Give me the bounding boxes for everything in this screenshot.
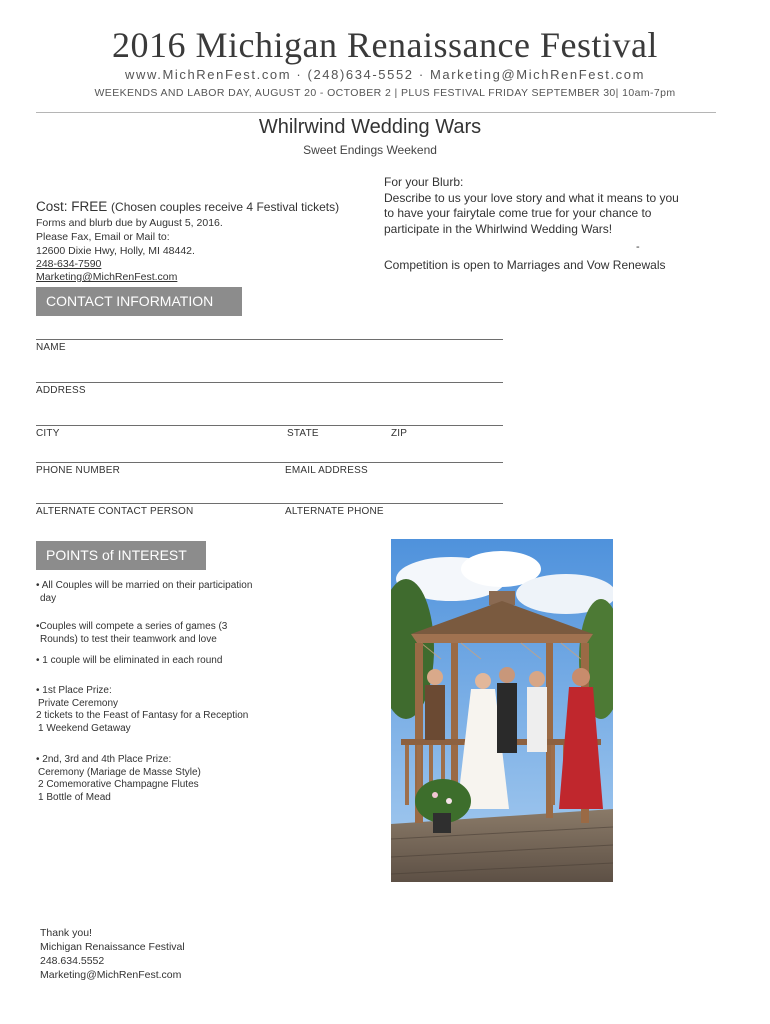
blurb-dash: -: [636, 241, 640, 253]
blurb-line: participate in the Whirlwind Wedding Wars!: [384, 221, 613, 236]
thanks-phone: 248.634.5552: [40, 955, 105, 967]
wedding-gazebo-photo: [391, 539, 613, 882]
contact-section-heading: CONTACT INFORMATION: [36, 287, 242, 316]
city-state-zip-field-line[interactable]: [36, 425, 503, 426]
thanks-line: Thank you!: [40, 927, 92, 939]
poi-item-first-prize: [36, 685, 276, 735]
blurb-heading: For your Blurb:: [384, 175, 464, 189]
poi-text: • 1 couple will be eliminated in each round: [36, 655, 223, 666]
name-field-line[interactable]: [36, 339, 503, 340]
poi-text: Rounds) to test their teamwork and love: [40, 633, 217, 645]
thanks-email: Marketing@MichRenFest.com: [40, 969, 182, 981]
poi-text: 2 Comemorative Champagne Flutes: [38, 779, 199, 790]
alternate-contact-label: ALTERNATE CONTACT PERSON: [36, 506, 194, 517]
cost-line: [36, 199, 339, 214]
blurb-instructions: [384, 175, 684, 237]
cost-label: Cost: FREE: [36, 199, 108, 214]
poi-item-games: [36, 621, 276, 646]
contact-line: www.MichRenFest.com · (248)634-5552 · Marketing@MichRenFest.com: [124, 67, 646, 82]
send-instructions: Please Fax, Email or Mail to:: [36, 231, 170, 243]
poi-text: • 2nd, 3rd and 4th Place Prize:: [36, 754, 172, 765]
phone-label: PHONE NUMBER: [36, 465, 121, 476]
poi-text: •Couples will compete a series of games (3: [36, 621, 228, 632]
competition-note: Competition is open to Marriages and Vow Renewals: [384, 258, 666, 272]
zip-label: ZIP: [391, 428, 408, 439]
name-label: NAME: [36, 342, 66, 353]
alternate-phone-label: ALTERNATE PHONE: [285, 506, 384, 517]
poi-text: 1 Weekend Getaway: [38, 722, 131, 734]
poi-item-married: [36, 580, 276, 605]
poi-text: day: [40, 592, 57, 604]
poi-text: Ceremony (Mariage de Masse Style): [38, 766, 201, 778]
mailing-address: 12600 Dixie Hwy, Holly, MI 48442.: [36, 245, 195, 257]
state-label: STATE: [287, 428, 319, 439]
city-label: CITY: [36, 428, 60, 439]
header-divider: [36, 112, 716, 113]
due-date: Forms and blurb due by August 5, 2016.: [36, 217, 223, 229]
poi-text: • 1st Place Prize:: [36, 685, 112, 696]
points-section-heading: POINTS of INTEREST: [36, 541, 206, 570]
blurb-line: Describe to us your love story and what it means to you: [384, 190, 679, 205]
thanks-org: Michigan Renaissance Festival: [40, 941, 185, 953]
thank-you-block: [40, 926, 185, 982]
event-subtitle: Sweet Endings Weekend: [303, 143, 437, 157]
email-label: EMAIL ADDRESS: [285, 465, 368, 476]
event-title: Whilrwind Wedding Wars: [258, 116, 482, 138]
email-link[interactable]: Marketing@MichRenFest.com: [36, 271, 178, 283]
poi-item-other-prizes: [36, 754, 276, 804]
address-field-line[interactable]: [36, 382, 503, 383]
fax-number-link[interactable]: 248-634-7590: [36, 258, 102, 270]
poi-text: 1 Bottle of Mead: [38, 791, 111, 803]
page-title: 2016 Michigan Renaissance Festival: [112, 25, 658, 65]
address-label: ADDRESS: [36, 385, 86, 396]
alternate-contact-field-line[interactable]: [36, 503, 503, 504]
cost-note: (Chosen couples receive 4 Festival tickets): [111, 200, 340, 214]
blurb-line: to have your fairytale come true for your chance to: [384, 206, 652, 220]
poi-text: Private Ceremony: [38, 697, 119, 709]
phone-email-field-line[interactable]: [36, 462, 503, 463]
poi-text: • All Couples will be married on their participation: [36, 580, 253, 591]
dates-line: WEEKENDS AND LABOR DAY, AUGUST 20 - OCTOBER 2 | PLUS FESTIVAL FRIDAY SEPTEMBER 30| 10am-7pm: [94, 87, 676, 99]
poi-item-elimination: [36, 655, 276, 668]
poi-text: 2 tickets to the Feast of Fantasy for a Reception: [36, 710, 249, 721]
